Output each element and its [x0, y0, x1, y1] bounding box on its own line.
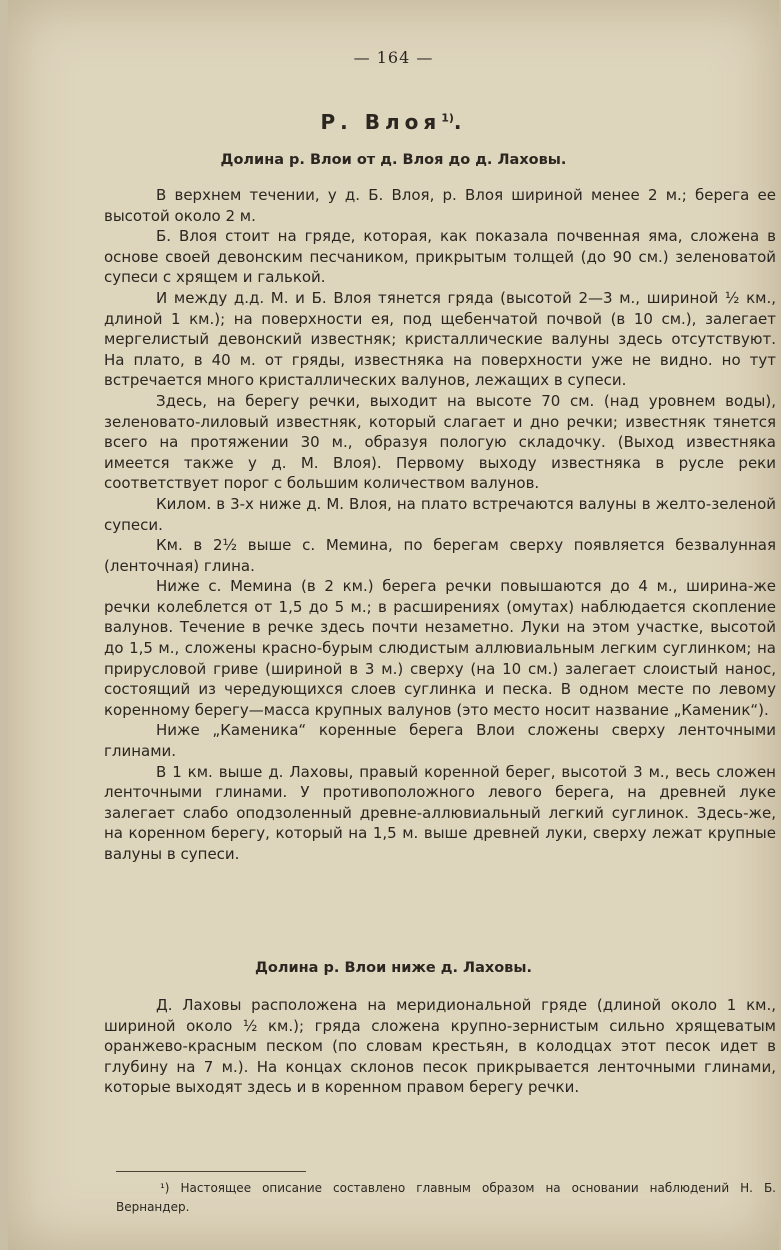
footnote-divider: [116, 1171, 306, 1172]
footnote: ¹) Настоящее описание составлено главным образом на основании наблюдений Н. Б. Вернандер.: [116, 1181, 776, 1214]
paragraph: Км. в 2½ выше с. Мемина, по берегам сверху появляется безвалунная (ленточная) глина.: [104, 536, 776, 575]
page-number: — 164 —: [353, 48, 434, 67]
paragraph: Б. Влоя стоит на гряде, которая, как показала почвенная яма, сложена в основе своей девонским песчаником, прикрытым толщей (до 90 см.) зеленоватой супеси с хрящем и галькой.: [104, 227, 776, 287]
section-heading-upper-valley: Долина р. Влои от д. Влоя до д. Лаховы.: [220, 152, 567, 168]
page-title: Р. Влоя$^{1)}$.: [320, 110, 467, 134]
paragraph: Ниже „Каменика“ коренные берега Влои сложены сверху ленточными глинами.: [104, 721, 776, 761]
paragraph: Ниже с. Мемина (в 2 км.) берега речки повышаются до 4 м., ширина-же речки колеблется от 1,5 до 5 м.; в расширениях (омутах) наблюдается скопление валунов. Течение в речке здесь почти незаметно. Луки на этом участке, высотой до 1,5 м., сложены красно-бурым слюдистым аллювиальным легким суглинком; на прирусловой гриве (шириной в 3 м.) сверху (на 10 см.) залегает слоистый нанос, состоящий из чередующихся слоев суглинка и песка. В одном месте по левому коренному берегу—масса крупных валунов (это место носит название „Каменик“).: [104, 577, 776, 719]
document-page: [8, 0, 779, 1250]
paragraph: И между д.д. М. и Б. Влоя тянется гряда (высотой 2—3 м., шириной ½ км., длиной 1 км.); на поверхности ея, под щебенчатой почвой (в 10 см.), залегает мергелистый девонский известняк; кристаллические валуны здесь отсутствуют. На плато, в 40 м. от гряды, известняка на поверхности уже не видно. но тут встречается много кристаллических валунов, лежащих в супеси.: [104, 288, 776, 390]
paragraph: Килом. в 3-х ниже д. М. Влоя, на плато встречаются валуны в желто-зеленой супеси.: [104, 494, 776, 534]
footnote-marker: 1): [441, 111, 454, 125]
paragraph: Д. Лаховы расположена на меридиональной гряде (длиной около 1 км., шириной около ½ км.); гряда сложена крупно-зернистым сильно хрящеватым оранжево-красным песком (по словам крестьян, в колодцах этот песок идет в глубину на 7 м.). На концах склонов песок прикрывается ленточными глинами, которые выходят здесь и в коренном правом берегу речки.: [104, 996, 776, 1097]
title-text: Р. Влоя: [320, 110, 442, 134]
section-body-upper-valley: [104, 185, 776, 865]
paragraph: В верхнем течении, у д. Б. Влоя, р. Влоя шириной менее 2 м.; берега ее высотой около 2 м.: [104, 186, 776, 225]
section-body-lower-valley: [104, 995, 776, 1098]
paragraph: В 1 км. выше д. Лаховы, правый коренной берег, высотой 3 м., весь сложен ленточными глинами. У противоположного левого берега, на древней луке залегает слабо оподзоленный древне-аллювиальный легкий суглинок. Здесь-же, на коренном берегу, который на 1,5 м. выше древней луки, сверху лежат крупные валуны в супеси.: [104, 762, 776, 863]
section-heading-lower-valley: Долина р. Влои ниже д. Лаховы.: [255, 960, 532, 976]
paragraph: Здесь, на берегу речки, выходит на высоте 70 см. (над уровнем воды), зеленовато-лиловый известняк, который слагает и дно речки; известняк тянется всего на протяжении 30 м., образуя пологую складочку. (Выход известняка имеется также у д. М. Влоя). Первому выходу известняка в русле реки соответствует порог с большим количеством валунов.: [104, 391, 776, 493]
